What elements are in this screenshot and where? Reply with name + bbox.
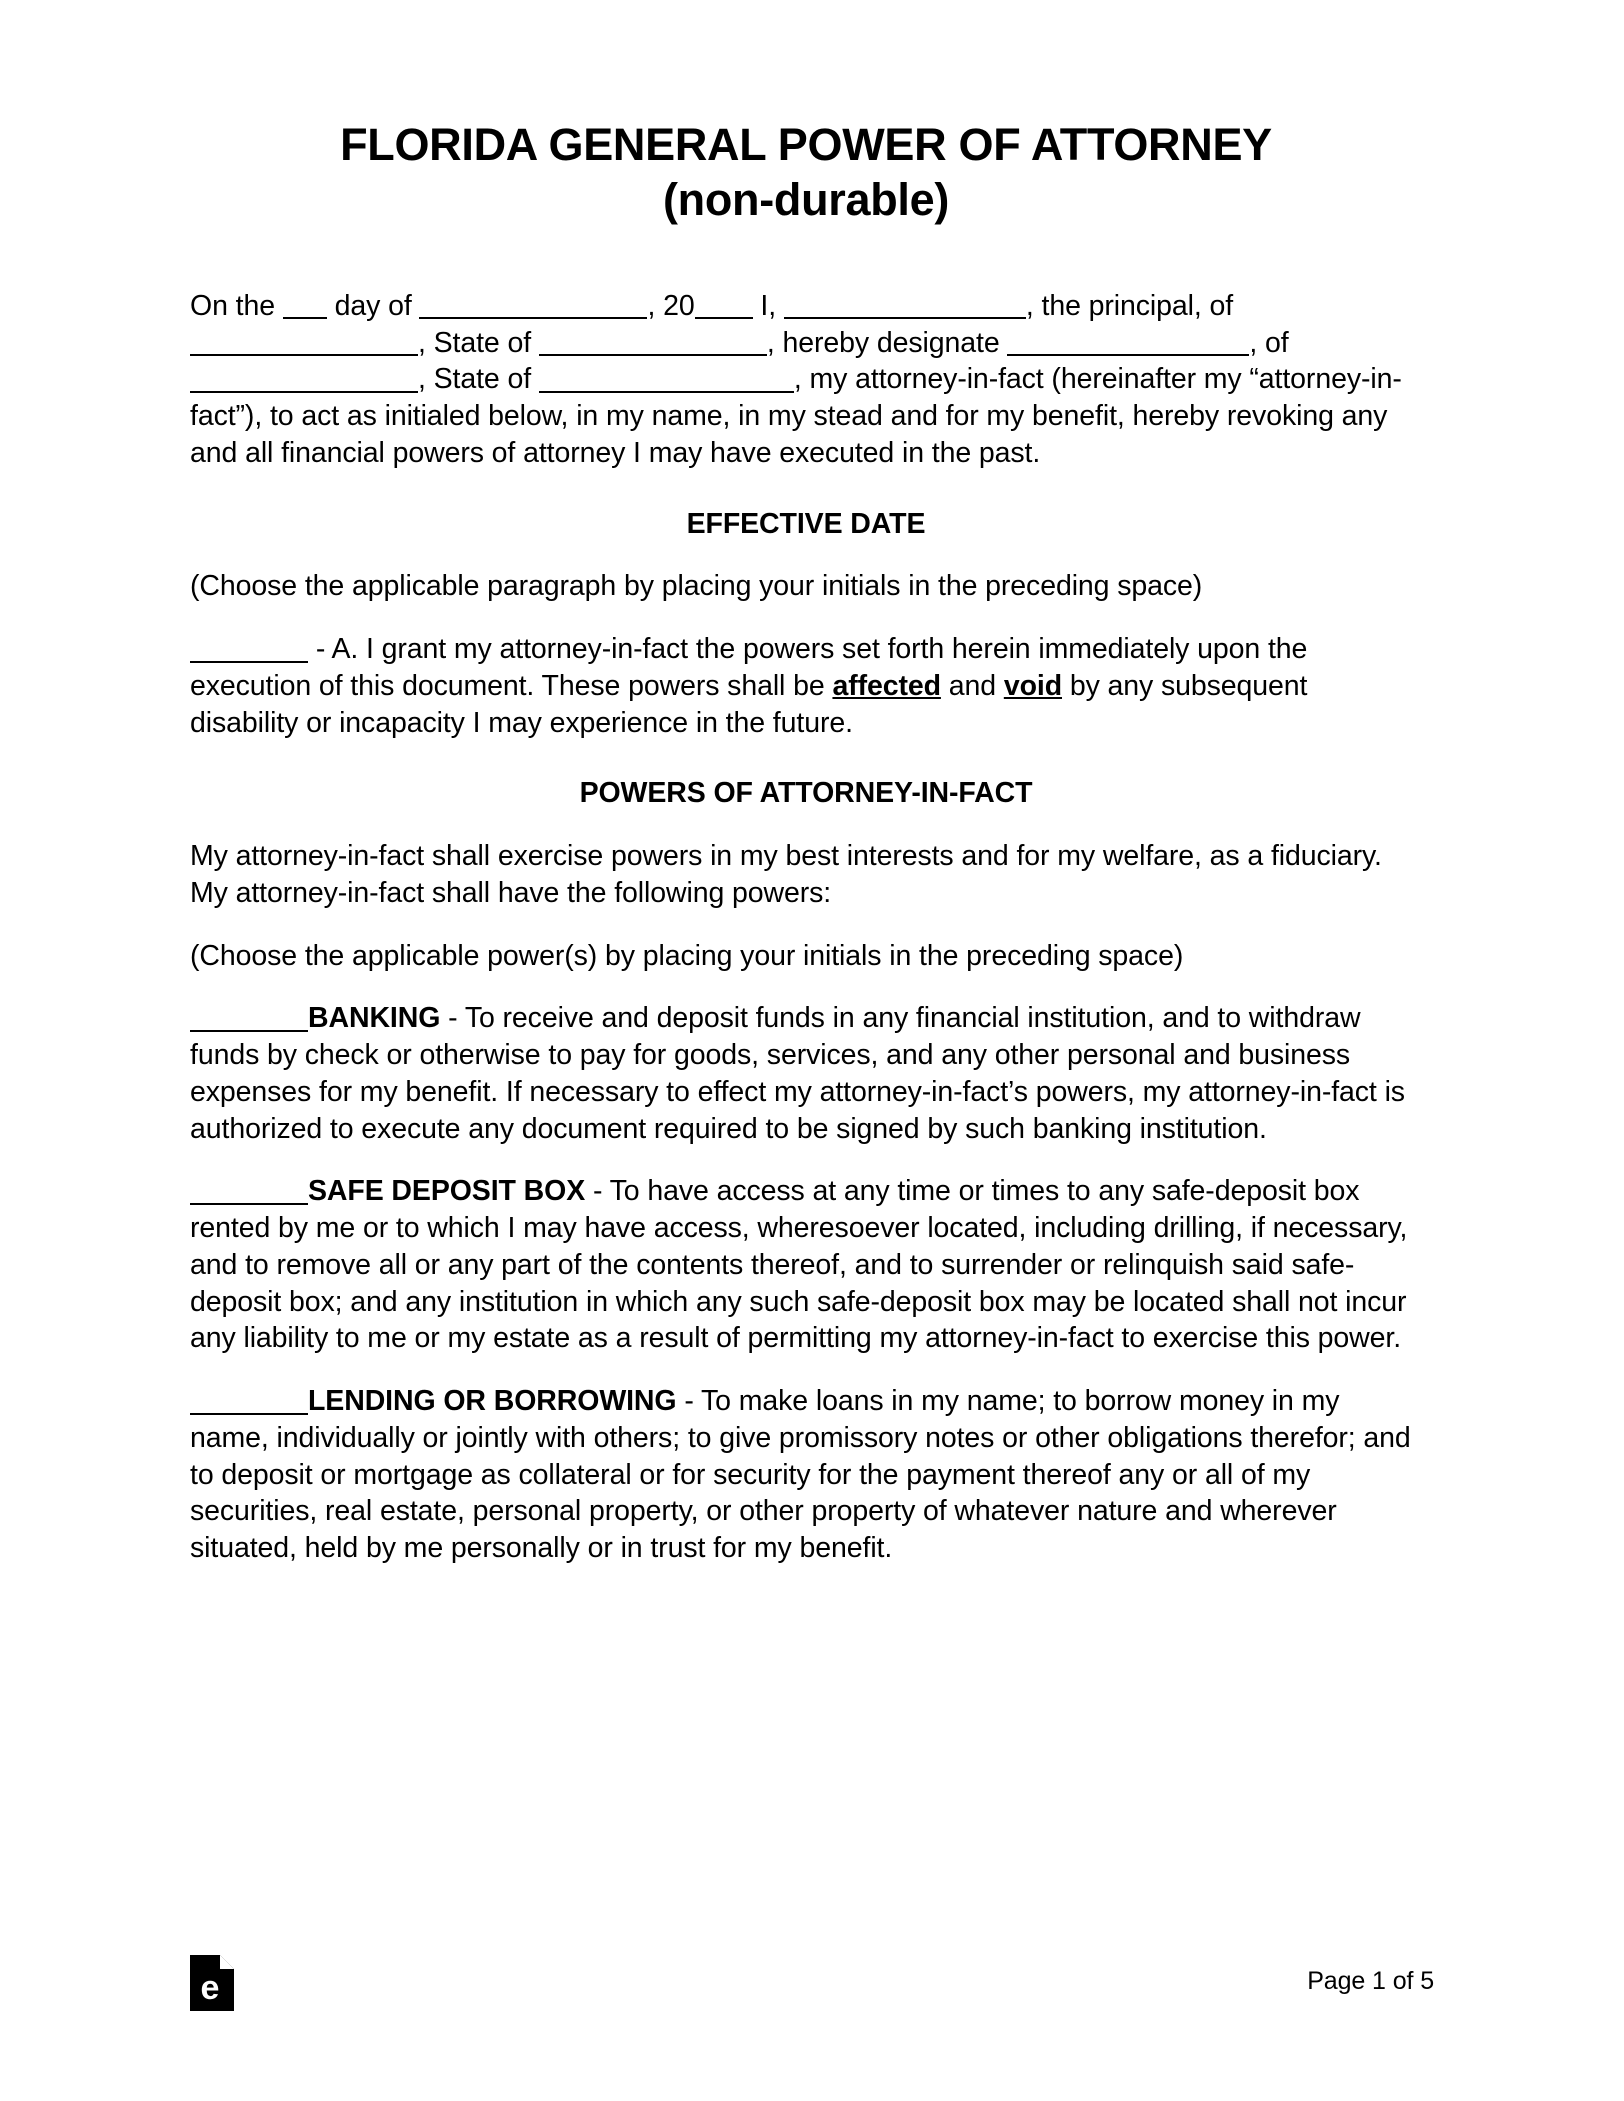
intro-text-9: , State of: [418, 363, 539, 396]
power-item-banking: [190, 1000, 1422, 1147]
intro-paragraph: [190, 288, 1422, 472]
blank-initials-lending-or-borrowing[interactable]: [190, 1386, 308, 1415]
power-text-lending-or-borrowing: To make loans in my name; to borrow money in my name, individually or jointly with others; to give promissory notes or other obligations therefor; and to deposit or mortgage as collateral or for security for the payment thereof any or all of my securities, real estate, personal property, or other property of whatever nature and wherever situated, held by me personally or in trust for my benefit.: [190, 1385, 1411, 1565]
svg-text:e: e: [200, 1969, 220, 2007]
eforms-logo-icon[interactable]: [190, 1955, 234, 2011]
power-separator-banking: -: [440, 1002, 465, 1035]
option-a-text-mid: and: [940, 669, 1004, 702]
effective-date-instruction: (Choose the applicable paragraph by placing your initials in the preceding space): [190, 570, 1203, 603]
intro-text-4: I,: [752, 289, 784, 322]
power-text-banking: To receive and deposit funds in any financial institution, and to withdraw funds by check or otherwise to pay for goods, services, and any other personal and business expenses for my benefit. If necessary to effect my attorney-in-fact’s powers, my attorney-in-fact is authorized to execute any document required to be signed by such banking institution.: [190, 1002, 1405, 1145]
blank-principal-city[interactable]: [190, 327, 418, 356]
intro-text-6: , State of: [418, 326, 539, 359]
document-content: [190, 118, 1422, 1567]
section-heading-powers: POWERS OF ATTORNEY-IN-FACT: [579, 777, 1033, 810]
intro-text-2: day of: [326, 289, 420, 322]
option-a-emphasis-affected: affected: [832, 669, 941, 702]
option-a-text-pre: - A. I grant my attorney-in-fact the powers set forth herein immediately upon the execution of this document. These powers shall be: [190, 633, 1308, 702]
section-heading-effective-date: EFFECTIVE DATE: [686, 507, 926, 540]
blank-agent-city[interactable]: [190, 364, 418, 393]
power-separator-safe-deposit-box: -: [585, 1175, 610, 1208]
page-subtitle: (non-durable): [662, 173, 950, 225]
intro-text-3: , 20: [647, 289, 695, 322]
blank-agent-state[interactable]: [539, 364, 794, 393]
option-a-text-post: by any subsequent disability or incapacity I may experience in the future.: [190, 669, 1308, 739]
blank-agent-name[interactable]: [1007, 327, 1249, 356]
power-label-safe-deposit-box: SAFE DEPOSIT BOX: [308, 1175, 586, 1208]
intro-text-1: On the: [190, 289, 283, 322]
intro-text-10: , my attorney-in-fact (hereinafter my “attorney-in-fact”), to act as initialed below, in my name, in my stead and for my benefit, hereby revoking any and all financial powers of attorney I may have executed in the past.: [190, 363, 1402, 469]
power-text-safe-deposit-box: To have access at any time or times to any safe-deposit box rented by me or to which I may have access, wheresoever located, including drilling, if necessary, and to remove all or any part of the contents thereof, and to surrender or relinquish said safe-deposit box; and any institution in which any such safe-deposit box may be located shall not incur any liability to me or my estate as a result of permitting my attorney-in-fact to exercise this power.: [190, 1175, 1408, 1355]
blank-initials-safe-deposit-box[interactable]: [190, 1176, 308, 1205]
power-label-lending-or-borrowing: LENDING OR BORROWING: [308, 1385, 677, 1418]
power-item-safe-deposit-box: [190, 1173, 1422, 1357]
page-number: Page 1 of 5: [1307, 1967, 1434, 1995]
blank-year[interactable]: [695, 290, 753, 319]
powers-intro-paragraph: My attorney-in-fact shall exercise powers in my best interests and for my welfare, as a fiduciary. My attorney-in-fact shall have the following powers:: [190, 840, 1382, 909]
effective-date-option-a: [190, 631, 1422, 741]
intro-text-8: , of: [1249, 326, 1289, 359]
power-item-lending-or-borrowing: [190, 1383, 1422, 1567]
page-footer: [190, 1955, 1434, 2025]
powers-instruction: (Choose the applicable power(s) by placing your initials in the preceding space): [190, 939, 1184, 972]
blank-initials-banking[interactable]: [190, 1003, 308, 1032]
option-a-emphasis-void: void: [1003, 669, 1062, 702]
blank-day[interactable]: [283, 290, 327, 319]
blank-initials-option-a[interactable]: [190, 634, 308, 663]
intro-text-7: , hereby designate: [766, 326, 1008, 359]
blank-month[interactable]: [419, 290, 647, 319]
power-label-banking: BANKING: [308, 1002, 441, 1035]
page-title: FLORIDA GENERAL POWER OF ATTORNEY: [340, 119, 1272, 170]
blank-principal-name[interactable]: [784, 290, 1026, 319]
power-separator-lending-or-borrowing: -: [676, 1385, 702, 1418]
blank-principal-state[interactable]: [539, 327, 767, 356]
intro-text-5: , the principal, of: [1025, 289, 1234, 322]
